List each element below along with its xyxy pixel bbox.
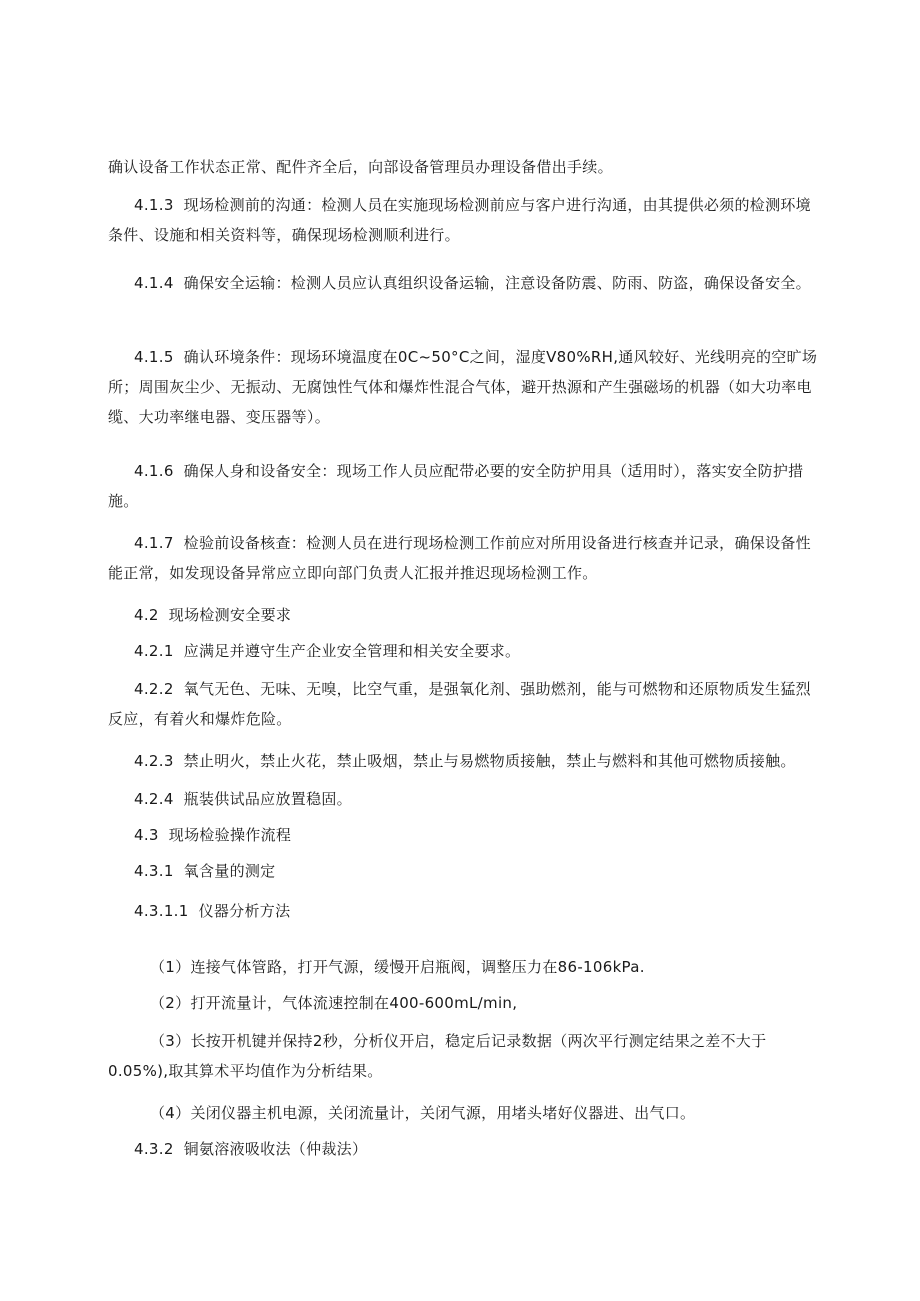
step-text: （2）打开流量计，气体流速控制在400-600mL∕min, [150,994,518,1012]
section-number: 4.2 [134,606,159,624]
paragraph-4-1-7 [108,528,818,588]
paragraph-4-1-4 [108,268,818,298]
heading-text: 氧含量的测定 [183,862,276,880]
paragraph-text: 应满足并遵守生产企业安全管理和相关安全要求。 [183,642,521,660]
paragraph-text: 禁止明火，禁止火花，禁止吸烟，禁止与易燃物质接触，禁止与燃料和其他可燃物质接触。 [183,752,796,770]
section-number: 4.1.5 [134,348,174,366]
step-3 [108,1026,818,1086]
heading-4-3-1 [134,856,818,886]
paragraph-text: 瓶装供试品应放置稳固。 [183,790,352,808]
heading-4-2 [134,600,818,630]
section-number: 4.3.1.1 [134,902,189,920]
paragraph-text: 确认设备工作状态正常、配件齐全后，向部设备管理员办理设备借出手续。 [108,158,613,176]
section-number: 4.2.3 [134,752,174,770]
heading-text: 铜氨溶液吸收法（仲裁法） [183,1140,368,1158]
section-number: 4.3.2 [134,1140,174,1158]
section-number: 4.2.4 [134,790,174,808]
paragraph-equipment-checkout [108,152,818,182]
heading-text: 现场检测安全要求 [168,606,292,624]
section-number: 4.1.6 [134,462,174,480]
paragraph-text: 确认环境条件：现场环境温度在0C~50°C之间，湿度V80%RH,通风较好、光线明亮的空旷场所；周围灰尘少、无振动、无腐蚀性气体和爆炸性混合气体，避开热源和产生强磁场的机器（如大功率电缆、大功率继电器、变压器等）。 [108,348,818,426]
paragraph-text: 氧气无色、无味、无嗅，比空气重，是强氧化剂、强助燃剂，能与可燃物和还原物质发生猛烈反应，有着火和爆炸危险。 [108,680,811,728]
step-1 [150,952,818,982]
paragraph-4-2-2 [108,674,818,734]
section-number: 4.1.7 [134,534,174,552]
step-2 [150,988,818,1018]
paragraph-4-2-4 [134,784,818,814]
section-number: 4.2.2 [134,680,174,698]
paragraph-4-1-3 [108,190,818,250]
paragraph-text: 确保人身和设备安全：现场工作人员应配带必要的安全防护用具（适用时），落实安全防护措施。 [108,462,804,510]
step-4 [150,1098,818,1128]
heading-4-3 [134,820,818,850]
paragraph-4-1-6 [108,456,818,516]
paragraph-text: 现场检测前的沟通：检测人员在实施现场检测前应与客户进行沟通，由其提供必须的检测环境条件、设施和相关资料等，确保现场检测顺利进行。 [108,196,811,244]
paragraph-text: 检验前设备核查：检测人员在进行现场检测工作前应对所用设备进行核查并记录，确保设备性能正常，如发现设备异常应立即向部门负责人汇报并推迟现场检测工作。 [108,534,811,582]
heading-text: 仪器分析方法 [198,902,291,920]
heading-4-3-2 [134,1134,818,1164]
heading-text: 现场检验操作流程 [168,826,292,844]
step-text: （4）关闭仪器主机电源，关闭流量计，关闭气源，用堵头堵好仪器进、出气口。 [150,1104,696,1122]
section-number: 4.2.1 [134,642,174,660]
section-number: 4.1.3 [134,196,174,214]
paragraph-text: 确保安全运输：检测人员应认真组织设备运输，注意设备防震、防雨、防盗，确保设备安全。 [183,274,811,292]
section-number: 4.3 [134,826,159,844]
step-text: （3）长按开机键并保持2秒，分析仪开启，稳定后记录数据（两次平行测定结果之差不大于0.05%),取其算术平均值作为分析结果。 [108,1032,767,1080]
paragraph-4-1-5 [108,342,818,432]
paragraph-4-2-3 [134,746,818,776]
paragraph-4-2-1 [134,636,818,666]
section-number: 4.3.1 [134,862,174,880]
step-text: （1）连接气体管路，打开气源，缓慢开启瓶阀，调整压力在86-106kPa. [150,958,645,976]
section-number: 4.1.4 [134,274,174,292]
heading-4-3-1-1 [134,896,818,926]
